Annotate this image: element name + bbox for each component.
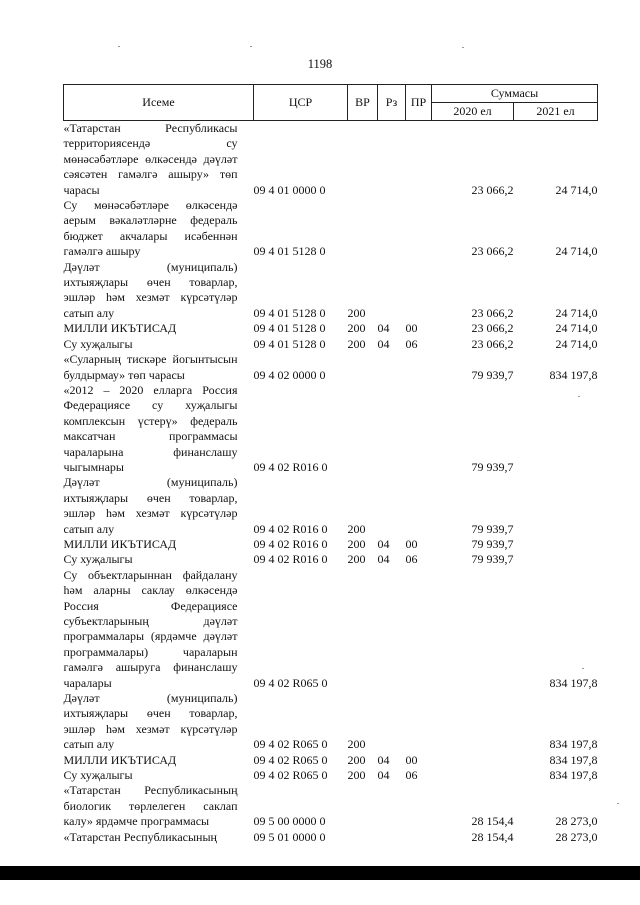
- row-pr: [406, 198, 432, 260]
- row-sum-2020: [432, 568, 514, 691]
- row-name: Су хуҗалыгы: [63, 552, 133, 567]
- row-name: «Татарстан Республикасының биологик төрлелеген саклап калу» ярдәмче программасы: [63, 783, 238, 829]
- row-csr: 09 4 02 R016 0: [253, 552, 328, 567]
- row-sum-2021: 24 714,0: [555, 321, 598, 336]
- row-pr: 06: [405, 768, 418, 783]
- row-rz: [378, 830, 406, 845]
- row-pr: [406, 691, 432, 753]
- table-row: [64, 121, 598, 199]
- header-year-2020: 2020 ел: [432, 103, 514, 121]
- table-body: [64, 121, 598, 846]
- row-sum-2021: 24 714,0: [555, 305, 598, 320]
- table-row: [64, 691, 598, 753]
- row-sum-2021: 24 714,0: [555, 336, 598, 351]
- table-row: [64, 753, 598, 768]
- table-row: [64, 537, 598, 552]
- row-rz: [378, 691, 406, 753]
- row-pr: [406, 475, 432, 537]
- scan-speck: [462, 47, 464, 48]
- row-name: «Татарстан Республикасы территориясендә су мөнәсәбәтләре өлкәсендә дәүләт сәясәтен гамәлгә ашыру» төп чарасы: [63, 121, 238, 197]
- table-row: [64, 783, 598, 829]
- row-vr: 200: [347, 305, 366, 320]
- row-csr: 09 4 01 0000 0: [253, 182, 326, 197]
- header-rz: Рз: [378, 85, 406, 121]
- table-row: [64, 321, 598, 336]
- row-sum-2020: 79 939,7: [471, 521, 514, 536]
- row-csr: 09 4 02 R065 0: [253, 768, 328, 783]
- row-pr: 00: [405, 536, 418, 551]
- row-vr: [348, 198, 378, 260]
- row-name: «Суларның тискәре йогынтысын булдырмау» төп чарасы: [63, 352, 238, 382]
- row-name: МИЛЛИ ИКЪТИСАД: [63, 752, 177, 767]
- row-sum-2020: 23 066,2: [471, 305, 514, 320]
- header-sums: Суммасы: [432, 85, 598, 103]
- row-rz: 04: [377, 552, 390, 567]
- row-pr: [406, 830, 432, 845]
- header-vr: ВР: [348, 85, 378, 121]
- row-vr: 200: [347, 521, 366, 536]
- table-header: [64, 85, 598, 121]
- row-vr: [348, 383, 378, 475]
- row-csr: 09 4 02 R065 0: [253, 752, 328, 767]
- row-vr: 200: [347, 752, 366, 767]
- row-name: «2012 – 2020 елларга Россия Федерациясе су хуҗалыгы комплексын үстерү» федераль максатчан программасы чараларына финанслашу чыгымнары: [63, 382, 238, 474]
- row-sum-2021: 834 197,8: [549, 768, 598, 783]
- row-name: Су хуҗалыгы: [63, 336, 133, 351]
- row-pr: [406, 260, 432, 322]
- row-rz: 04: [377, 336, 390, 351]
- row-sum-2020: [432, 768, 514, 783]
- row-sum-2021: 834 197,8: [549, 752, 598, 767]
- row-rz: [378, 198, 406, 260]
- row-sum-2021: 834 197,8: [549, 737, 598, 752]
- header-year-2021: 2021 ел: [514, 103, 598, 121]
- budget-table: [63, 84, 598, 845]
- row-rz: 04: [377, 321, 390, 336]
- row-sum-2020: [432, 691, 514, 753]
- header-csr: ЦСР: [254, 85, 348, 121]
- row-vr: 200: [347, 552, 366, 567]
- row-vr: 200: [347, 336, 366, 351]
- row-rz: [378, 475, 406, 537]
- scan-speck: [617, 803, 619, 804]
- row-sum-2020: 23 066,2: [471, 336, 514, 351]
- row-rz: [378, 352, 406, 383]
- row-csr: 09 4 01 5128 0: [253, 336, 326, 351]
- row-pr: 00: [405, 752, 418, 767]
- row-name: Дәүләт (муниципаль) ихтыяҗлары өчен товарлар, эшләр һәм хезмәт күрсәтүләр сатып алу: [63, 691, 238, 752]
- row-rz: 04: [377, 536, 390, 551]
- row-name: Су мөнәсәбәтләре өлкәсендә аерым вәкаләтләрне федераль бюджет акчалары исәбеннән гамәлгә ашыру: [63, 198, 238, 259]
- row-csr: 09 5 00 0000 0: [253, 814, 326, 829]
- row-sum-2021: 28 273,0: [555, 814, 598, 829]
- header-name: Исеме: [64, 85, 254, 121]
- row-csr: 09 4 02 R016 0: [253, 521, 328, 536]
- row-sum-2020: 79 939,7: [471, 367, 514, 382]
- row-vr: [348, 121, 378, 199]
- row-vr: [348, 830, 378, 845]
- row-name: Су хуҗалыгы: [63, 768, 133, 783]
- row-csr: 09 4 02 R016 0: [253, 459, 328, 474]
- table-row: [64, 260, 598, 322]
- row-pr: [406, 783, 432, 829]
- row-sum-2020: 79 939,7: [471, 536, 514, 551]
- row-name: Дәүләт (муниципаль) ихтыяҗлары өчен товарлар, эшләр һәм хезмәт күрсәтүләр сатып алу: [63, 259, 238, 320]
- row-csr: 09 4 02 R065 0: [253, 737, 328, 752]
- scan-speck: [118, 46, 120, 47]
- row-sum-2021: 24 714,0: [555, 244, 598, 259]
- row-pr: [406, 568, 432, 691]
- table-row: [64, 552, 598, 567]
- row-pr: [406, 352, 432, 383]
- table-row: [64, 568, 598, 691]
- row-sum-2021: [514, 552, 598, 567]
- row-csr: 09 4 01 5128 0: [253, 244, 326, 259]
- row-csr: 09 4 01 5128 0: [253, 305, 326, 320]
- table-row: [64, 475, 598, 537]
- row-name: Дәүләт (муниципаль) ихтыяҗлары өчен товарлар, эшләр һәм хезмәт күрсәтүләр сатып алу: [63, 475, 238, 536]
- row-rz: 04: [377, 752, 390, 767]
- table-row: [64, 383, 598, 475]
- row-name: «Татарстан Республикасының: [63, 829, 217, 844]
- table-row: [64, 768, 598, 783]
- table-row: [64, 830, 598, 845]
- row-vr: 200: [347, 321, 366, 336]
- row-csr: 09 4 02 R065 0: [253, 675, 328, 690]
- row-rz: [378, 260, 406, 322]
- row-sum-2021: [514, 475, 598, 537]
- row-csr: 09 4 02 0000 0: [253, 367, 326, 382]
- row-sum-2021: 834 197,8: [549, 675, 598, 690]
- row-vr: 200: [347, 737, 366, 752]
- row-sum-2021: 24 714,0: [555, 182, 598, 197]
- row-sum-2021: 834 197,8: [549, 367, 598, 382]
- row-pr: 06: [405, 336, 418, 351]
- row-pr: 00: [405, 321, 418, 336]
- row-csr: 09 4 02 R016 0: [253, 536, 328, 551]
- row-name: Су объектларыннан файдалану һәм аларны саклау өлкәсендә Россия Федерациясе субъектларының дәүләт программалары (ярдәмче дәүләт программалары) чараларын гамәлгә ашыруга финанслашу чаралары: [63, 567, 238, 690]
- row-sum-2020: 79 939,7: [471, 459, 514, 474]
- row-sum-2020: 28 154,4: [471, 814, 514, 829]
- row-sum-2020: 23 066,2: [471, 182, 514, 197]
- scan-bottom-edge: [0, 866, 640, 880]
- row-pr: 06: [405, 552, 418, 567]
- table-row: [64, 337, 598, 352]
- row-sum-2020: 23 066,2: [471, 244, 514, 259]
- page-number: 1198: [307, 57, 333, 71]
- header-pr: ПР: [406, 85, 432, 121]
- row-sum-2020: 79 939,7: [471, 552, 514, 567]
- table-row: [64, 352, 598, 383]
- row-vr: [348, 568, 378, 691]
- scan-speck: [582, 668, 584, 669]
- row-name: МИЛЛИ ИКЪТИСАД: [63, 321, 177, 336]
- row-csr: 09 4 01 5128 0: [253, 321, 326, 336]
- row-rz: [378, 568, 406, 691]
- row-name: МИЛЛИ ИКЪТИСАД: [63, 536, 177, 551]
- row-rz: 04: [377, 768, 390, 783]
- row-sum-2020: 23 066,2: [471, 321, 514, 336]
- row-vr: 200: [347, 536, 366, 551]
- row-rz: [378, 121, 406, 199]
- row-vr: [348, 783, 378, 829]
- row-sum-2021: 28 273,0: [555, 829, 598, 844]
- row-rz: [378, 783, 406, 829]
- row-sum-2020: [432, 753, 514, 768]
- row-pr: [406, 121, 432, 199]
- row-sum-2021: [514, 537, 598, 552]
- row-rz: [378, 383, 406, 475]
- scan-speck: [250, 46, 252, 47]
- row-csr: 09 5 01 0000 0: [253, 829, 326, 844]
- table-row: [64, 198, 598, 260]
- row-sum-2020: 28 154,4: [471, 829, 514, 844]
- row-pr: [406, 383, 432, 475]
- row-vr: [348, 352, 378, 383]
- scan-speck: [578, 396, 580, 397]
- row-vr: 200: [347, 768, 366, 783]
- row-sum-2021: [514, 383, 598, 475]
